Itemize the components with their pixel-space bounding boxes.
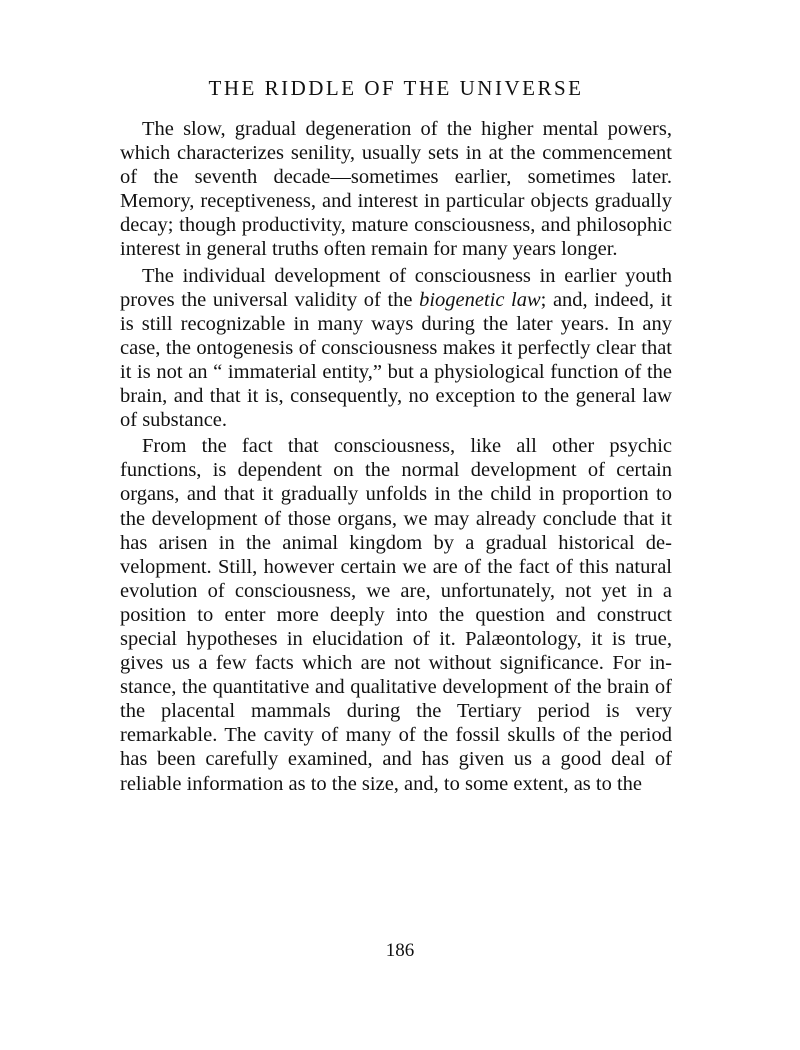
paragraph-text: ; and, indeed, it is still recognizable in many ways during the later years. In any case, the ontogenesis of consciousness makes it perfectly clear that it is not an “ immaterial entity,” but a physiological function of the brain, and that it is, consequently, no exception to the general law of substance. — [120, 288, 672, 432]
paragraph — [120, 434, 672, 795]
running-head: THE RIDDLE OF THE UNIVERSE — [208, 76, 584, 100]
paragraph-text: From the fact that consciousness, like all other psychic functions, is dependent on the normal development of certain organs, and that it gradually unfolds in the child in proportion to the development of those organs, we may already conclude that it has arisen in the animal kingdom by a gradual historical development. Still, however certain we are of the fact of this natural evolution of consciousness, we are, unfortunately, not yet in a position to enter more deeply into the question and construct special hypotheses in elucidation of it. Palæontology, it is true, gives us a few facts which are not without significance. For instance, the quantitative and qualitative development of the brain of the placental mammals during the Tertiary period is very remarkable. The cavity of many of the fossil skulls of the period has been carefully examined, and has given us a good deal of reliable information as to the size, and, to some extent, as to the — [120, 435, 672, 795]
paragraph — [120, 117, 672, 262]
paragraph-text: The slow, gradual degeneration of the higher mental powers, which characterizes senility, usually sets in at the commencement of the seventh decade—sometimes earlier, sometimes later. Memory, receptiveness, and interest in particular objects gradually decay; though productivity, mature consciousness, and philosophic interest in general truths often remain for many years longer. — [120, 118, 672, 261]
body-text — [120, 117, 672, 796]
book-page — [120, 78, 672, 796]
paragraph-text: The individual development of consciousness in earlier youth proves the universal validity of the — [120, 264, 672, 311]
italic-term: biogenetic law — [419, 288, 541, 311]
paragraph — [120, 264, 672, 433]
page-number: 186 — [385, 940, 415, 961]
